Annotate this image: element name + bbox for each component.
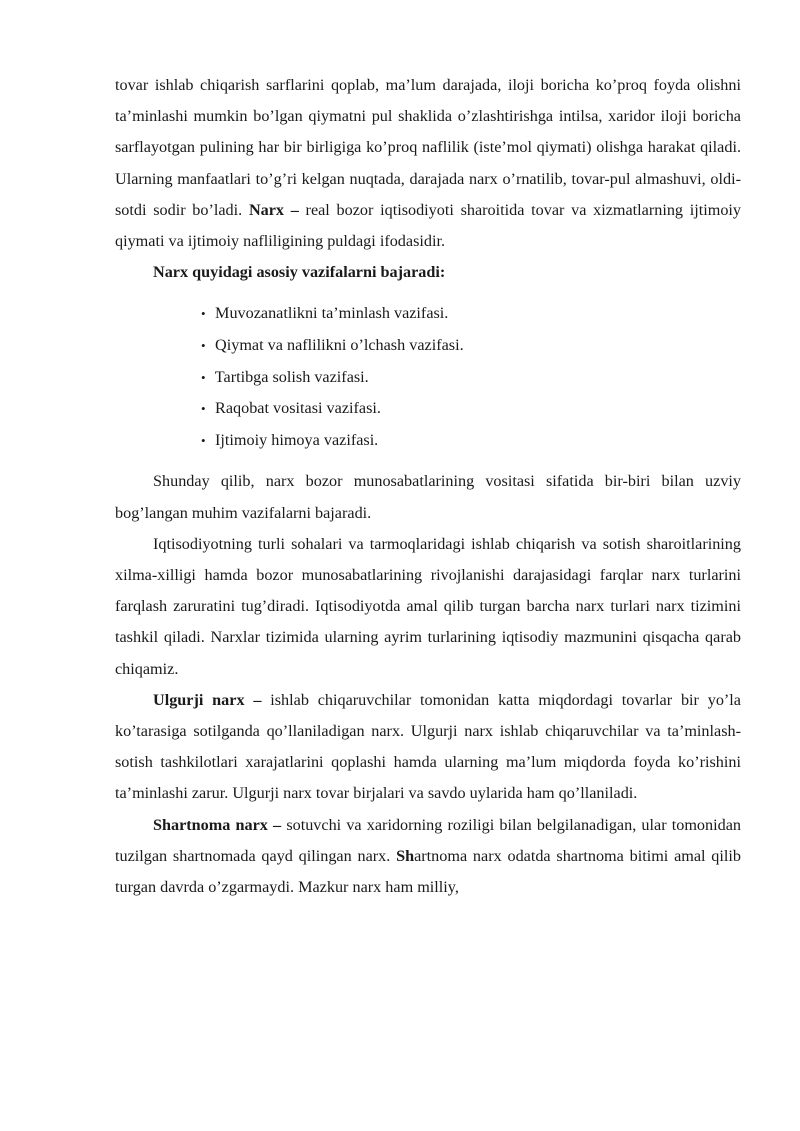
list-item-text: Qiymat va naflilikni o’lchash vazifasi.: [215, 336, 464, 355]
bullet-icon: •: [201, 369, 206, 385]
definition-wholesale-price: ishlab chiqaruvchilar tomonidan katta miqdordagi tovarlar bir yo’la ko’tarasiga sotilganda qo’llaniladigan narx. Ulgurji narx ishlab chiqaruvchilar va ta’minlash-sotish tashkilotlari xarajatlarini qoplashi hamda ularning ma’lum miqdorda foyda ko’rishini ta’minlashi zarur. Ulgurji narx tovar birjalari va savdo uylarida ham qo’llaniladi.: [115, 690, 741, 803]
definition-contract-price: sotuvchi va xaridorning roziligi bilan belgilanadigan, ular tomonidan tuzilgan shartnomada qayd qilingan narx.: [115, 815, 741, 865]
list-item: [201, 425, 741, 457]
bold-sh: Sh: [396, 846, 415, 865]
list-item: [201, 330, 741, 362]
definition-narx: real bozor iqtisodiyoti sharoitida tovar va xizmatlarning ijtimoiy qiymati va ijtimoiy nafliligining puldagi ifodasidir.: [115, 200, 742, 251]
list-item-text: Raqobat vositasi vazifasi.: [215, 399, 381, 418]
functions-heading: Narx quyidagi asosiy vazifalarni bajaradi:: [153, 263, 446, 282]
list-item: [201, 393, 741, 425]
bullet-icon: •: [201, 401, 206, 417]
list-item-text: Muvozanatlikni ta’minlash vazifasi.: [215, 304, 449, 323]
paragraph-intro-text: tovar ishlab chiqarish sarflarini qoplab, ma’lum darajada, iloji boricha ko’proq foyda olishni ta’minlashi mumkin bo’lgan qiymatni pul shaklida o’zlashtirishga intilsa, xaridor iloji boricha sarflayotgan pulining har bir birligiga ko’proq naflilik (iste’mol qiymati) olishga harakat qiladi. Ularning manfaatlari to’g’ri kelgan nuqtada, darajada narx o’rnatilib, tovar-pul almashuvi, oldi-sotdi sodir bo’ladi.: [115, 76, 741, 219]
paragraph-intro: [115, 70, 741, 257]
paragraph-wholesale: [115, 685, 741, 810]
list-item-text: Tartibga solish vazifasi.: [214, 367, 369, 386]
term-narx: Narx –: [248, 200, 299, 219]
paragraph-contract: [115, 810, 741, 904]
term-wholesale-price: Ulgurji narx –: [153, 690, 262, 709]
paragraph-summary: Shunday qilib, narx bozor munosabatlarining vositasi sifatida bir-biri bilan uzviy bog’langan muhim vazifalarni bajaradi.: [115, 472, 741, 522]
bullet-icon: •: [201, 432, 206, 448]
functions-list: [115, 298, 741, 456]
bullet-icon: •: [201, 306, 206, 322]
document-page: [115, 70, 741, 903]
list-item: [201, 362, 741, 394]
bullet-icon: •: [201, 338, 206, 354]
definition-contract-price-cont: artnoma narx odatda shartnoma bitimi amal qilib turgan davrda o’zgarmaydi. Mazkur narx ham milliy,: [115, 846, 741, 897]
term-contract-price: Shartnoma narx –: [153, 815, 282, 834]
list-item-text: Ijtimoiy himoya vazifasi.: [215, 430, 379, 449]
list-item: [201, 298, 741, 330]
paragraph-price-types: Iqtisodiyotning turli sohalari va tarmoqlaridagi ishlab chiqarish va sotish sharoitlarining xilma-xilligi hamda bozor munosabatlarining rivojlanishi darajasidagi farqlar narx turlarini farqlash zaruratini tug’diradi. Iqtisodiyotda amal qilib turgan barcha narx turlari narx tizimini tashkil qiladi. Narxlar tizimida ularning ayrim turlarining iqtisodiy mazmunini qisqacha qarab chiqamiz.: [115, 534, 741, 678]
